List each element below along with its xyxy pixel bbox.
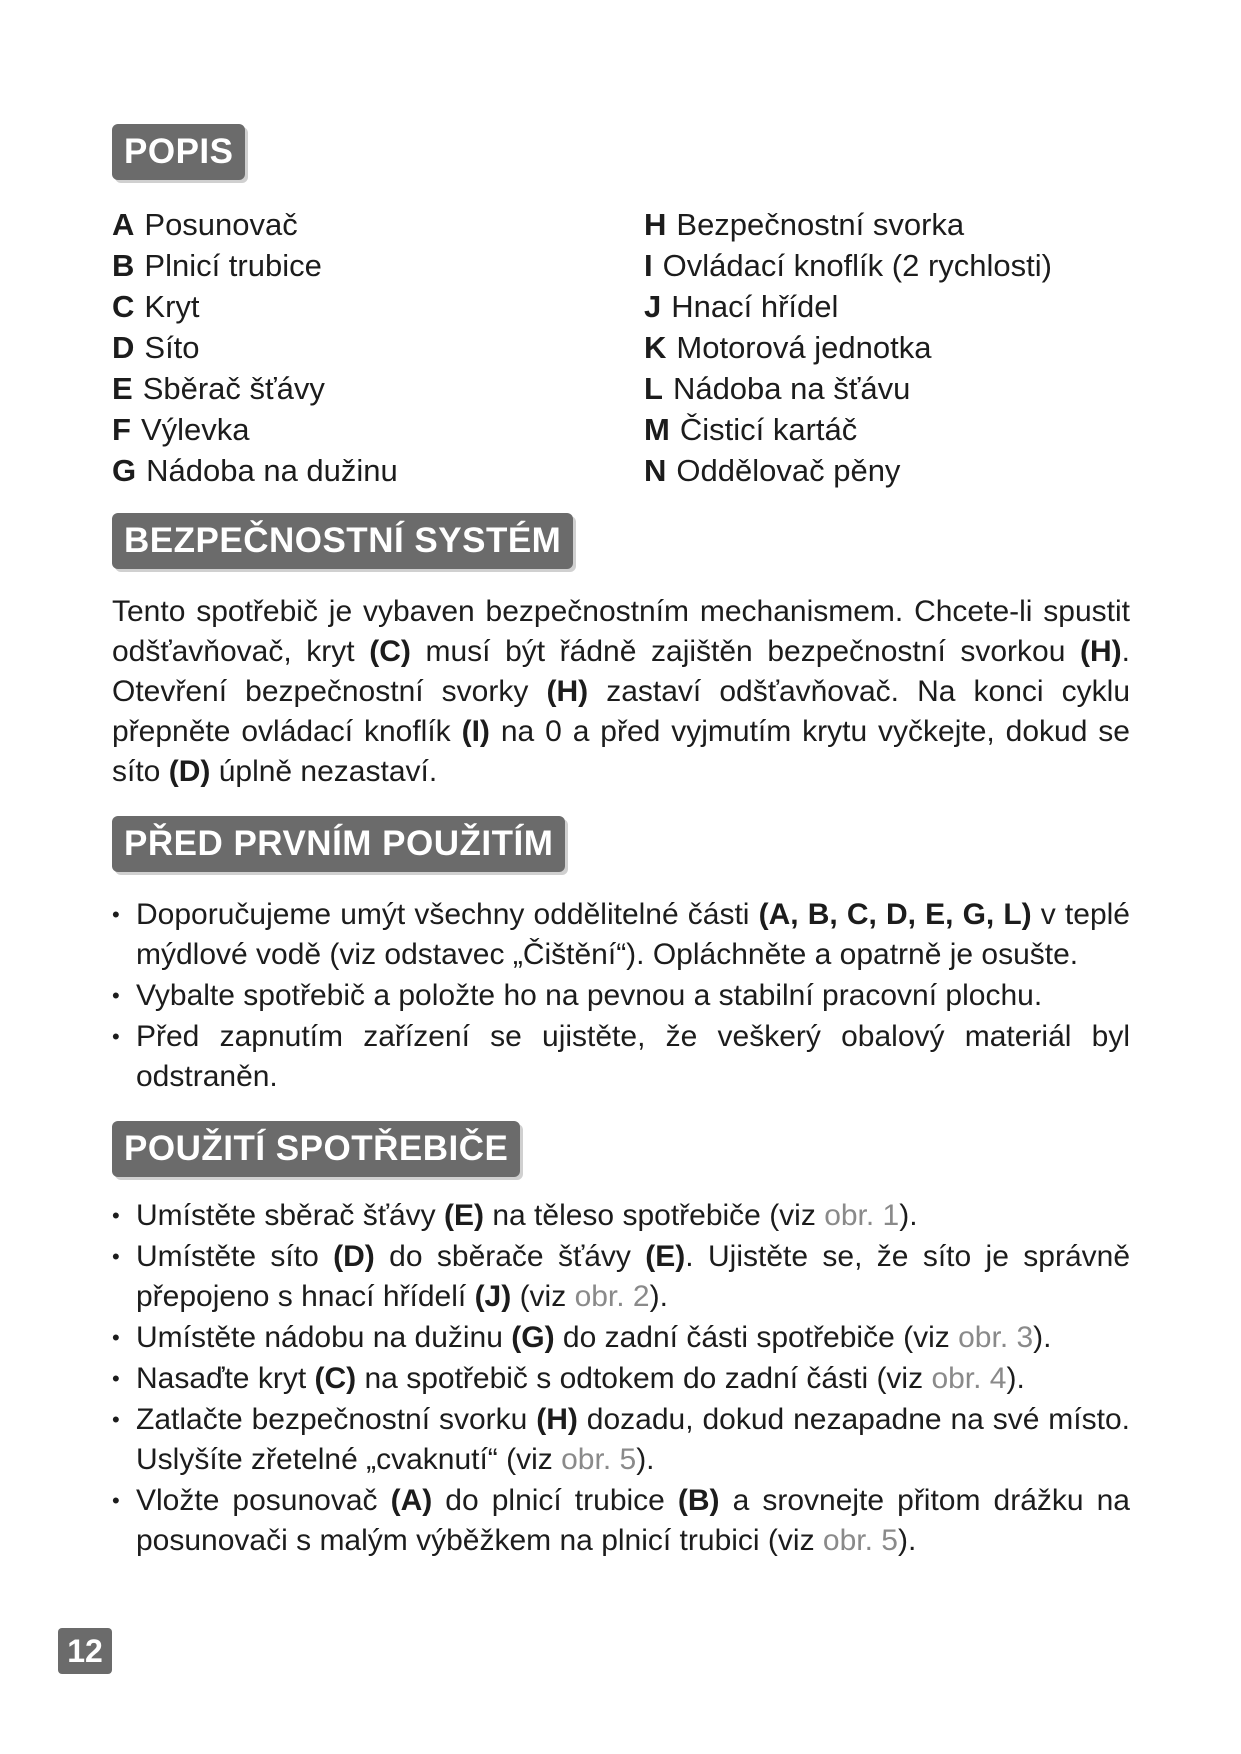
- text-run: na těleso spotřebiče (viz: [484, 1199, 825, 1232]
- text-run: dozadu, dokud nezapadne na své místo. Uslyšíte zřetelné „cvaknutí“ (viz: [136, 1403, 1130, 1476]
- part-item-g: [112, 450, 398, 491]
- figure-reference: obr. 1: [824, 1199, 900, 1232]
- part-letter: J: [644, 289, 662, 324]
- text-run: ).: [899, 1199, 918, 1232]
- text-run: Tento spotřebič je vybaven bezpečnostním mechanismem. Chcete-li spustit odšťavňovač, kryt: [112, 595, 1130, 668]
- list-item: [112, 1237, 1130, 1317]
- part-letter: L: [644, 371, 663, 406]
- text-run: v teplé mýdlové vodě (viz odstavec „Čištění“). Opláchněte a opatrně je osušte.: [136, 898, 1130, 971]
- part-reference: (I): [461, 715, 490, 748]
- part-item-d: [112, 327, 398, 368]
- part-name: Motorová jednotka: [676, 330, 932, 365]
- list-item: [112, 1481, 1130, 1561]
- part-reference: (H): [546, 675, 589, 708]
- part-letter: B: [112, 248, 135, 283]
- part-name: Výlevka: [140, 412, 250, 447]
- part-letter: D: [112, 330, 135, 365]
- safety-paragraph: [112, 592, 1130, 792]
- part-item-m: [644, 409, 1052, 450]
- text-run: Doporučujeme umýt všechny oddělitelné části: [136, 898, 759, 931]
- text-run: ).: [636, 1443, 655, 1476]
- part-item-a: [112, 204, 398, 245]
- text-run: ).: [1033, 1321, 1052, 1354]
- text-run: ).: [649, 1280, 668, 1313]
- part-item-k: [644, 327, 1052, 368]
- text-run: na 0 a před vyjmutím krytu vyčkejte, dokud se síto: [112, 715, 1130, 788]
- text-run: zastaví odšťavňovač. Na konci cyklu přepněte ovládací knoflík: [112, 675, 1130, 748]
- part-name: Ovládací knoflík (2 rychlosti): [662, 248, 1052, 283]
- text-run: Umístěte sběrač šťávy: [136, 1199, 445, 1232]
- figure-reference: obr. 2: [574, 1280, 650, 1313]
- part-letter: H: [644, 207, 667, 242]
- part-name: Nádoba na dužinu: [146, 453, 398, 488]
- heading-appliance-usage: POUŽITÍ SPOTŘEBIČE: [112, 1121, 520, 1177]
- part-item-f: [112, 409, 398, 450]
- part-name: Síto: [144, 330, 200, 365]
- part-reference: (B): [677, 1484, 720, 1517]
- text-run: do sběrače šťávy: [374, 1240, 646, 1273]
- part-name: Plnicí trubice: [144, 248, 322, 283]
- part-reference: (H): [1080, 635, 1122, 668]
- part-reference: (H): [536, 1403, 578, 1436]
- part-letter: E: [112, 371, 133, 406]
- parts-column-left: [112, 204, 398, 491]
- part-reference: (A, B, C, D, E, G, L): [758, 898, 1032, 931]
- part-name: Sběrač šťávy: [142, 371, 325, 406]
- text-run: do zadní části spotřebiče (viz: [554, 1321, 959, 1354]
- text-run: . Otevření bezpečnostní svorky: [112, 635, 1131, 708]
- part-reference: (C): [369, 635, 411, 668]
- list-item: [112, 1318, 1130, 1358]
- text-run: (viz: [511, 1280, 575, 1313]
- text-run: Umístěte síto: [136, 1240, 334, 1273]
- parts-column-right: [644, 204, 1052, 491]
- part-name: Bezpečnostní svorka: [676, 207, 965, 242]
- part-letter: I: [644, 248, 653, 283]
- part-item-b: [112, 245, 398, 286]
- part-reference: (D): [333, 1240, 375, 1273]
- part-item-h: [644, 204, 1052, 245]
- part-reference: (A): [390, 1484, 433, 1517]
- part-reference: (E): [444, 1199, 485, 1232]
- part-letter: K: [644, 330, 667, 365]
- part-item-e: [112, 368, 398, 409]
- part-letter: C: [112, 289, 135, 324]
- first-use-list: [112, 895, 1130, 1098]
- text-run: . Ujistěte se, že síto je správně přepojeno s hnací hřídelí: [136, 1240, 1131, 1313]
- part-name: Hnací hřídel: [671, 289, 839, 324]
- part-reference: (E): [645, 1240, 686, 1273]
- text-run: Vložte posunovač: [136, 1484, 391, 1517]
- part-letter: G: [112, 453, 137, 488]
- part-item-l: [644, 368, 1052, 409]
- part-letter: F: [112, 412, 131, 447]
- text-run: Zatlačte bezpečnostní svorku: [136, 1403, 537, 1436]
- part-item-j: [644, 286, 1052, 327]
- figure-reference: obr. 4: [931, 1362, 1007, 1395]
- page-number: 12: [58, 1628, 112, 1674]
- text-run: Před zapnutím zařízení se ujistěte, že veškerý obalový materiál byl odstraněn.: [136, 1020, 1130, 1093]
- list-item: [112, 1400, 1130, 1480]
- part-name: Kryt: [144, 289, 200, 324]
- text-run: musí být řádně zajištěn bezpečnostní svorkou: [410, 635, 1081, 668]
- part-item-n: [644, 450, 1052, 491]
- figure-reference: obr. 3: [958, 1321, 1034, 1354]
- list-item: [112, 1359, 1130, 1399]
- heading-before-first-use: PŘED PRVNÍM POUŽITÍM: [112, 816, 565, 872]
- part-reference: (D): [168, 755, 211, 788]
- text-run: ).: [897, 1524, 917, 1557]
- list-item: [112, 1196, 1130, 1236]
- text-run: na spotřebič s odtokem do zadní části (viz: [356, 1362, 932, 1395]
- text-run: a srovnejte přitom drážku na posunovači s malým výběžkem na plnicí trubici (viz: [136, 1484, 1130, 1557]
- usage-list: [112, 1196, 1130, 1562]
- part-reference: (C): [314, 1362, 357, 1395]
- heading-popis: POPIS: [112, 124, 245, 180]
- part-item-i: [644, 245, 1052, 286]
- list-item: [112, 895, 1130, 975]
- part-name: Posunovač: [144, 207, 298, 242]
- text-run: Vybalte spotřebič a položte ho na pevnou a stabilní pracovní plochu.: [136, 979, 1043, 1012]
- text-run: Nasaďte kryt: [136, 1362, 315, 1395]
- text-run: Umístěte nádobu na dužinu: [136, 1321, 512, 1354]
- list-item: [112, 1017, 1130, 1097]
- part-name: Nádoba na šťávu: [672, 371, 911, 406]
- text-run: do plnicí trubice: [432, 1484, 678, 1517]
- part-letter: M: [644, 412, 670, 447]
- part-reference: (J): [474, 1280, 512, 1313]
- part-reference: (G): [511, 1321, 555, 1354]
- part-letter: A: [112, 207, 135, 242]
- part-letter: N: [644, 453, 667, 488]
- heading-safety-system: BEZPEČNOSTNÍ SYSTÉM: [112, 513, 573, 569]
- figure-reference: obr. 5: [561, 1443, 637, 1476]
- figure-reference: obr. 5: [822, 1524, 898, 1557]
- text-run: ).: [1006, 1362, 1025, 1395]
- part-name: Oddělovač pěny: [676, 453, 901, 488]
- text-run: úplně nezastaví.: [210, 755, 438, 788]
- part-name: Čisticí kartáč: [679, 412, 858, 447]
- list-item: [112, 976, 1130, 1016]
- part-item-c: [112, 286, 398, 327]
